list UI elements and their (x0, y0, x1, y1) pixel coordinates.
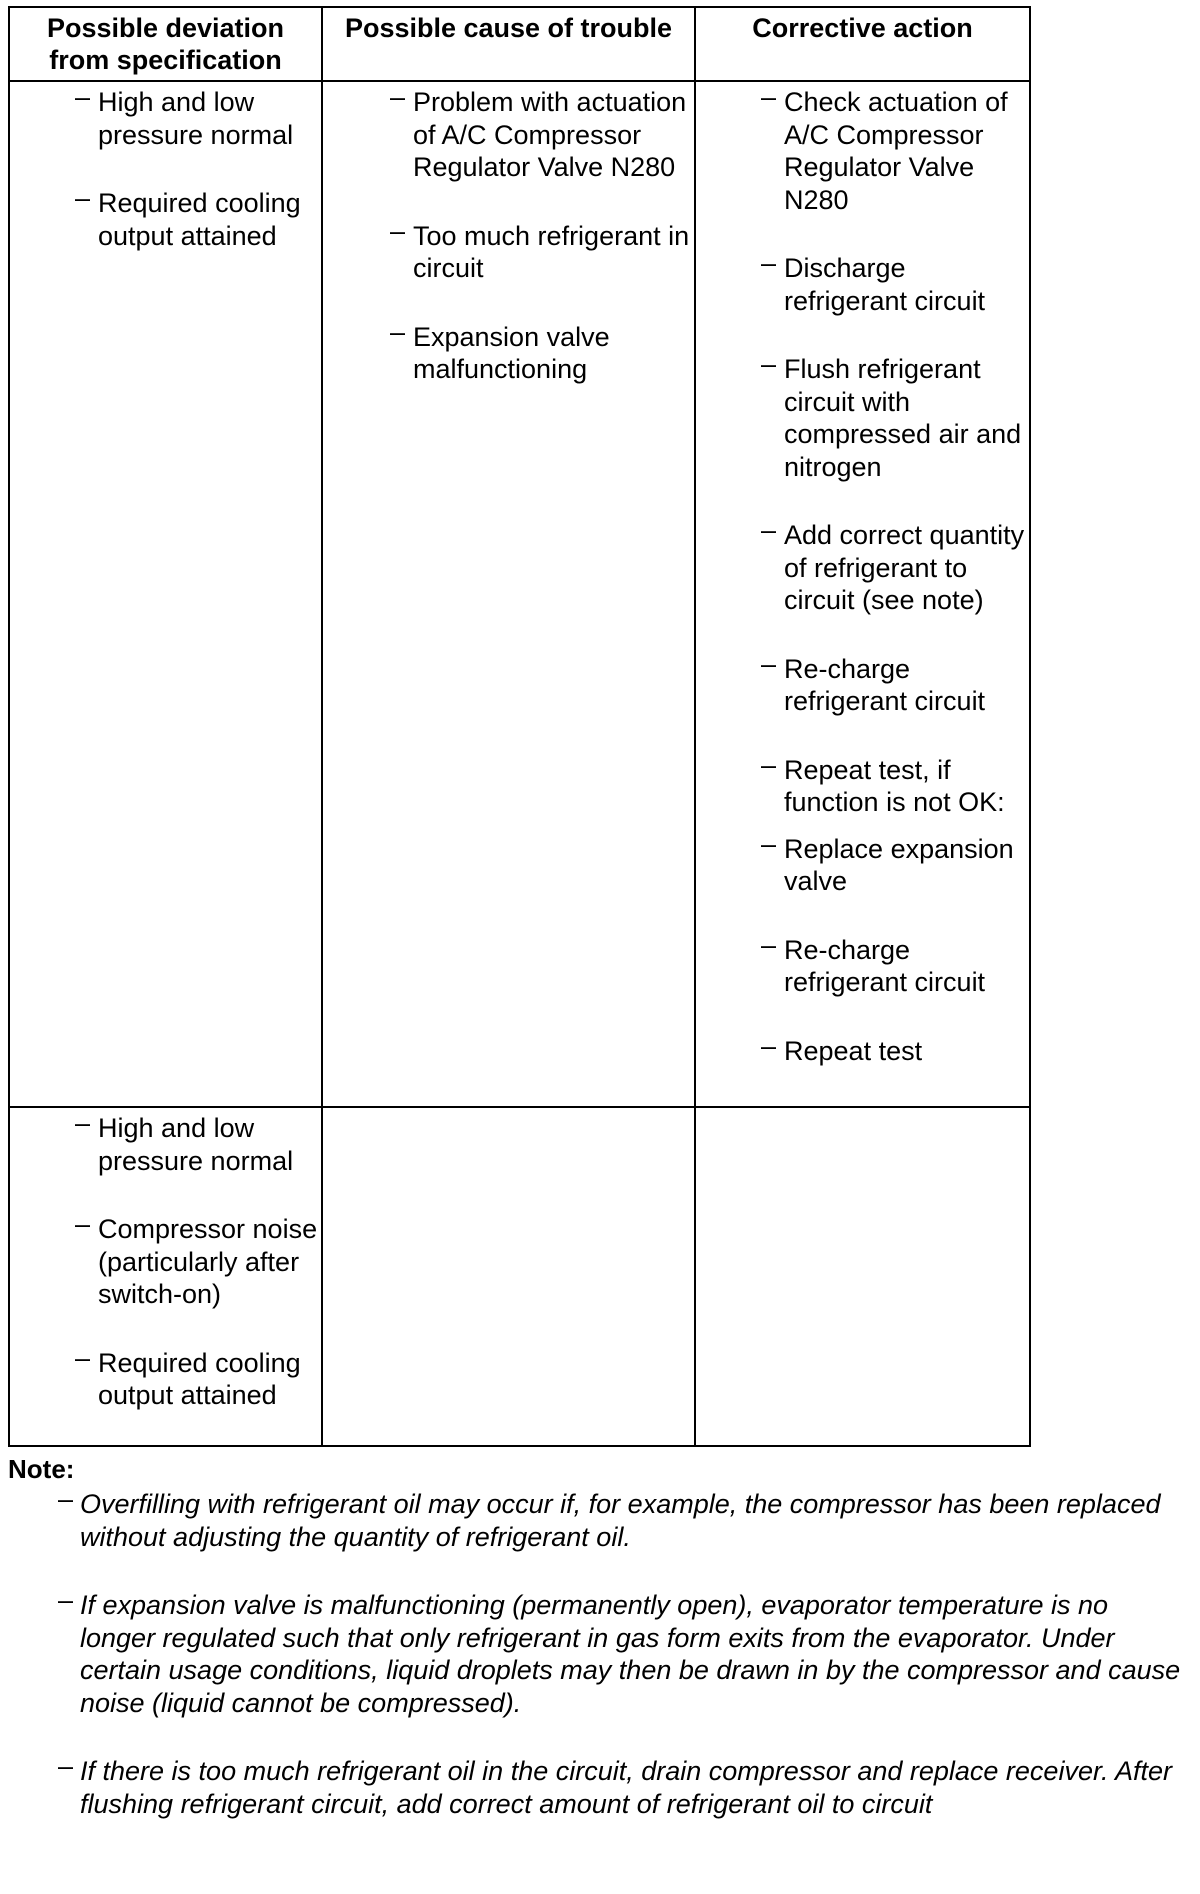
list-item: – Problem with actuation of A/C Compressor Regulator Valve N280 (390, 82, 687, 182)
dash-bullet: – (390, 82, 406, 112)
header-cause: Possible cause of trouble (322, 7, 695, 81)
note-section (8, 1454, 1188, 1820)
list-item: – Re-charge refrigerant circuit (761, 648, 986, 716)
dash-bullet: – (58, 1484, 74, 1514)
list-item: – High and low pressure normal (75, 82, 294, 150)
dash-bullet: – (761, 828, 777, 859)
cell-actions (695, 81, 1030, 1107)
list-item: – Add correct quantity of refrigerant to circuit (see note) (761, 515, 1025, 615)
list-item: – Check actuation of A/C Compressor Regulator Valve N280 (761, 82, 1008, 215)
list-item: – Discharge refrigerant circuit (761, 248, 986, 316)
dash-bullet: – (761, 749, 777, 780)
cell-deviations (9, 1107, 322, 1446)
list-item: – Repeat test, if function is not OK: (761, 749, 1005, 817)
list-item: – Too much refrigerant in circuit (390, 215, 690, 283)
dash-bullet: – (761, 929, 777, 960)
dash-bullet: – (75, 183, 91, 213)
list-item: – High and low pressure normal (75, 1108, 294, 1176)
cell-causes-empty (322, 1107, 695, 1446)
dash-bullet: – (75, 1209, 91, 1239)
dash-bullet: – (75, 82, 91, 112)
troubleshooting-table (8, 6, 1031, 1447)
table-row (9, 1107, 1030, 1446)
list-item: – Re-charge refrigerant circuit (761, 929, 986, 997)
cell-causes (322, 81, 695, 1107)
dash-bullet: – (58, 1751, 74, 1781)
list-item: – Required cooling output attained (75, 1342, 301, 1410)
note-item: – If there is too much refrigerant oil in the circuit, drain compressor and replace receiver. After flushing refrigerant circuit, add correct amount of refrigerant oil to circuit (58, 1751, 1172, 1819)
dash-bullet: – (390, 215, 406, 246)
header-deviation: Possible deviation from specification (9, 7, 322, 81)
dash-bullet: – (761, 349, 777, 379)
note-item: – If expansion valve is malfunctioning (permanently open), evaporator temperature is no longer regulated such that only refrigerant in gas form exits from the evaporator. Under certain usage conditions, liquid droplets may then be drawn in by the compressor and cause noise (liquid cannot be compressed). (58, 1585, 1181, 1718)
dash-bullet: – (761, 248, 777, 278)
table-header-row (9, 7, 1030, 81)
dash-bullet: – (761, 648, 777, 679)
list-item: – Expansion valve malfunctioning (390, 316, 610, 384)
dash-bullet: – (75, 1342, 91, 1373)
header-action: Corrective action (695, 7, 1030, 81)
dash-bullet: – (761, 515, 777, 545)
dash-bullet: – (761, 82, 777, 112)
list-item: – Repeat test (761, 1030, 923, 1066)
dash-bullet: – (75, 1108, 91, 1138)
list-item: – Flush refrigerant circuit with compressed air and nitrogen (761, 349, 1022, 482)
note-item: – Overfilling with refrigerant oil may occur if, for example, the compressor has been replaced without adjusting the quantity of refrigerant oil. (58, 1484, 1161, 1552)
dash-bullet: – (761, 1030, 777, 1061)
note-title: Note: (8, 1454, 75, 1484)
dash-bullet: – (58, 1585, 74, 1615)
dash-bullet: – (390, 316, 406, 347)
list-item: – Required cooling output attained (75, 183, 301, 251)
list-item: – Compressor noise (particularly after switch-on) (75, 1209, 318, 1309)
table-row (9, 81, 1030, 1107)
cell-actions-empty (695, 1107, 1030, 1446)
cell-deviations (9, 81, 322, 1107)
list-item: – Replace expansion valve (761, 828, 1014, 896)
